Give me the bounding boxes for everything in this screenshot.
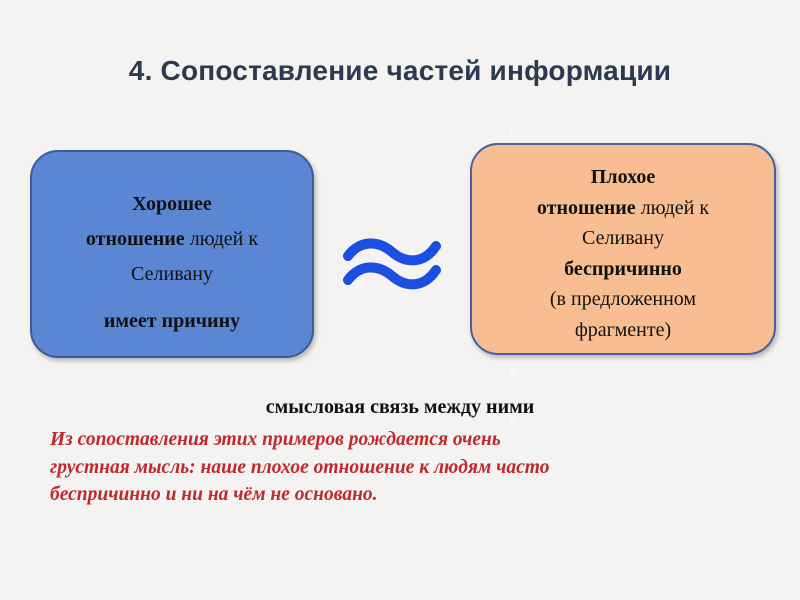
bad-attitude-line-5: (в предложенном: [549, 288, 697, 310]
bad-attitude-line-1: Плохое: [590, 166, 656, 188]
conclusion-text: [50, 426, 770, 509]
good-attitude-line-3: Селивану: [131, 263, 213, 285]
bad-attitude-line-3: Селивану: [582, 227, 664, 249]
conclusion-line-1: Из сопоставления этих примеров рождается очень: [50, 429, 501, 450]
good-attitude-box: [30, 150, 314, 358]
bad-attitude-line-4: беспричинно: [564, 257, 682, 280]
good-attitude-line-1: Хорошее: [132, 193, 212, 215]
stray-letter-1: т: [509, 126, 515, 138]
semantic-link-caption: смысловая связь между ними: [265, 396, 535, 418]
conclusion-line-3: беспричинно и ни на чём не основано.: [50, 484, 378, 505]
bad-attitude-box: [470, 143, 776, 355]
slide-title: 4. Сопоставление частей информации: [128, 55, 672, 86]
stray-letter-2: д: [510, 366, 517, 378]
bad-attitude-line-6: фрагменте): [574, 318, 672, 341]
good-attitude-line-2: отношение людей к: [85, 228, 259, 250]
approximately-equal-icon: [340, 232, 444, 292]
bad-attitude-line-2: отношение людей к: [536, 196, 710, 219]
conclusion-line-2: грустная мысль: наше плохое отношение к людям часто: [50, 456, 550, 478]
stray-letter-3: к: [510, 416, 515, 428]
good-attitude-line-4: имеет причину: [103, 310, 241, 332]
